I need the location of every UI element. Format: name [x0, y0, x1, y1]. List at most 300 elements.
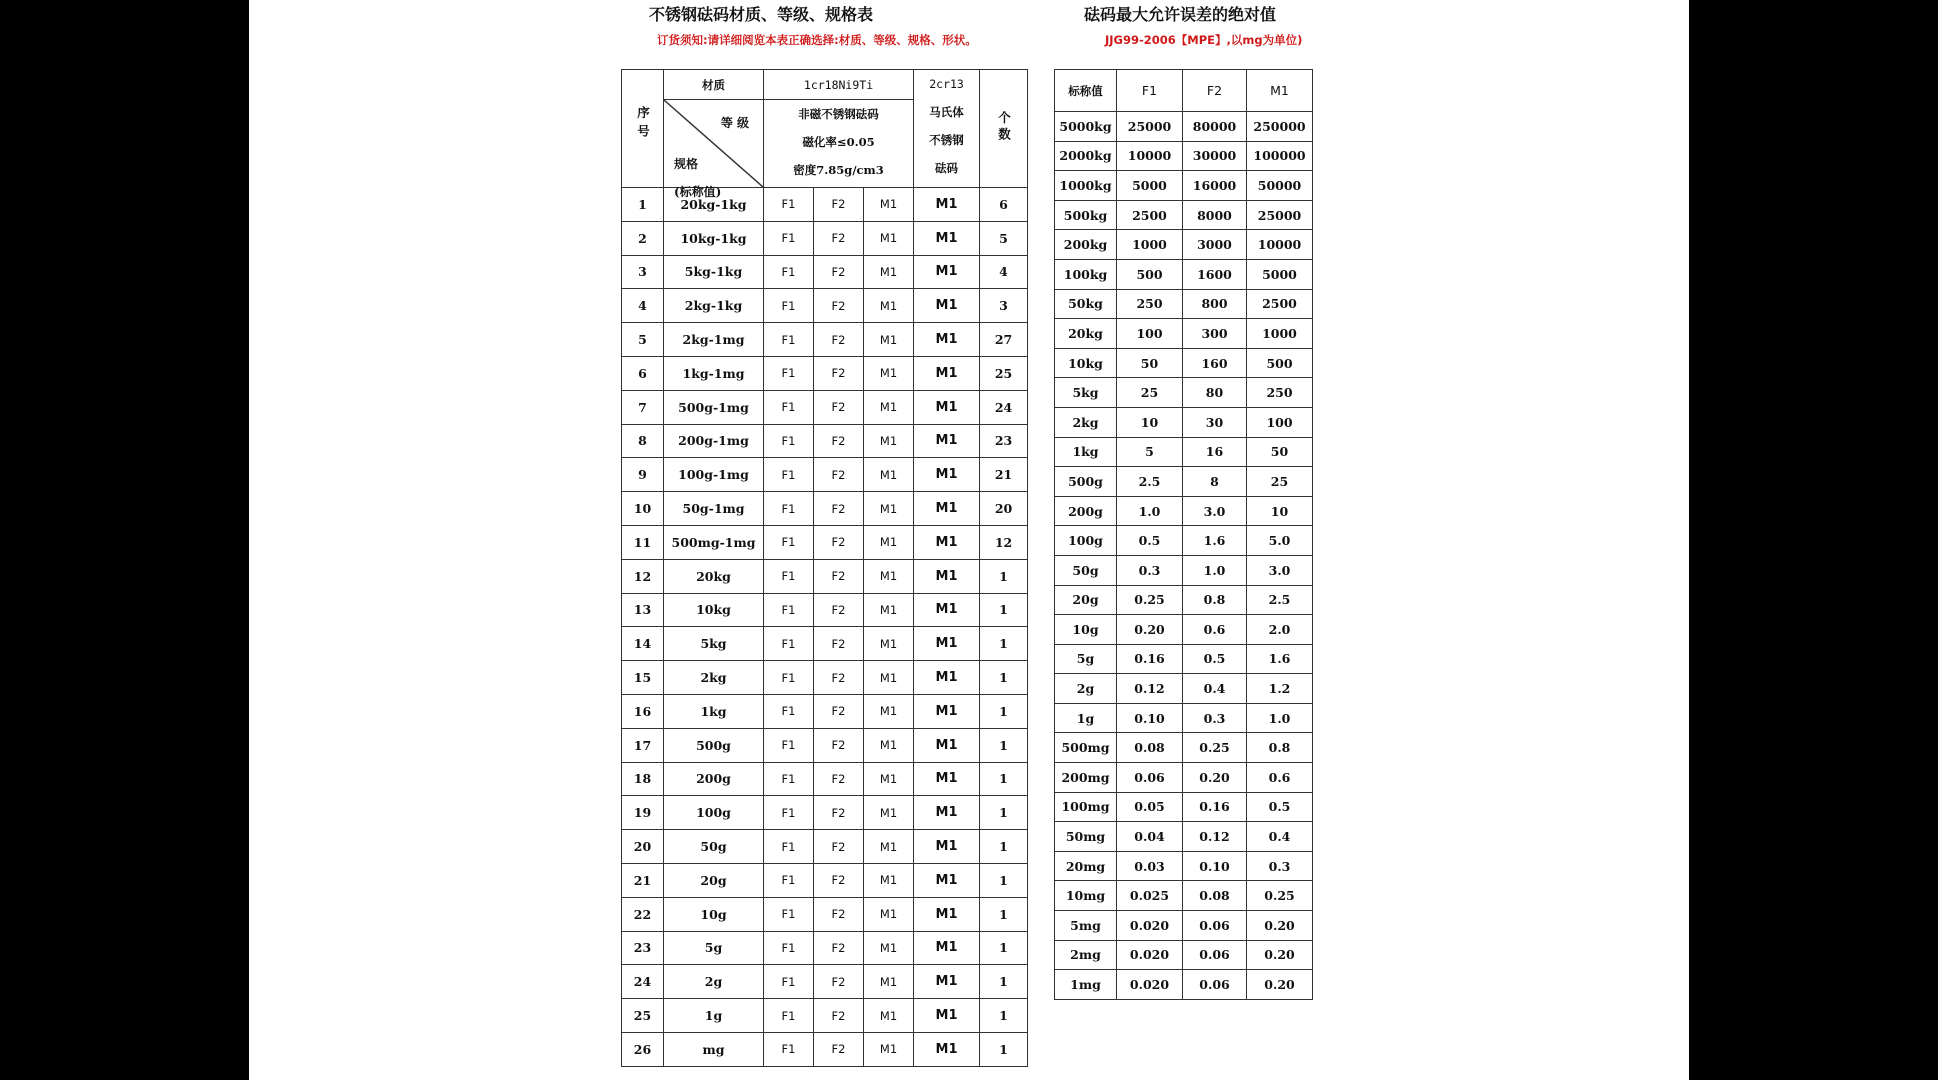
spec-row-spec: mg: [664, 1032, 764, 1066]
mpe-row: [1055, 230, 1313, 260]
spec-row-count: 12: [980, 525, 1028, 559]
spec-row-m1-martensitic: M1: [914, 999, 980, 1033]
mpe-row-f1: 0.020: [1117, 911, 1183, 941]
spec-row-count: 1: [980, 661, 1028, 695]
spec-row-f2: F2: [814, 694, 864, 728]
spec-row-f2: F2: [814, 221, 864, 255]
mpe-row-nominal: 1000kg: [1055, 171, 1117, 201]
spec-row-spec: 20kg-1kg: [664, 188, 764, 222]
spec-row-m1-martensitic: M1: [914, 390, 980, 424]
seq-label: 序号: [635, 105, 651, 143]
spec-row-count: 24: [980, 390, 1028, 424]
mpe-row-f2: 0.5: [1183, 644, 1247, 674]
spec-row-f1: F1: [764, 762, 814, 796]
mpe-row-m1: 50000: [1247, 171, 1313, 201]
spec-row-spec: 20kg: [664, 559, 764, 593]
spec-row-f2: F2: [814, 931, 864, 965]
spec-row: [622, 863, 1028, 897]
spec-row: [622, 830, 1028, 864]
steel2-header: [914, 70, 980, 188]
spec-row-count: 1: [980, 999, 1028, 1033]
spec-row-number: 24: [622, 965, 664, 999]
mpe-nominal-header: 标称值: [1055, 70, 1117, 112]
mpe-row-m1: 0.6: [1247, 763, 1313, 793]
count-header: [980, 70, 1028, 188]
spec-row-m1: M1: [864, 931, 914, 965]
spec-row-count: 3: [980, 289, 1028, 323]
mpe-row-f2: 8: [1183, 467, 1247, 497]
spec-row-m1-martensitic: M1: [914, 255, 980, 289]
spec-row-m1: M1: [864, 424, 914, 458]
spec-row-spec: 500g: [664, 728, 764, 762]
mpe-row-f2: 30: [1183, 407, 1247, 437]
spec-row-f2: F2: [814, 255, 864, 289]
spec-row-count: 6: [980, 188, 1028, 222]
spec-row-f1: F1: [764, 492, 814, 526]
spec-row-spec: 5kg-1kg: [664, 255, 764, 289]
mpe-row: [1055, 940, 1313, 970]
spec-row-number: 11: [622, 525, 664, 559]
mpe-row-f1: 500: [1117, 259, 1183, 289]
mpe-row-f2: 0.20: [1183, 763, 1247, 793]
spec-row-spec: 1kg: [664, 694, 764, 728]
spec-row-f2: F2: [814, 593, 864, 627]
mpe-row-nominal: 20mg: [1055, 851, 1117, 881]
spec-row-spec: 500g-1mg: [664, 390, 764, 424]
steel1-name: 1cr18Ni9Ti: [764, 70, 914, 100]
mpe-row-f2: 3.0: [1183, 496, 1247, 526]
mpe-row: [1055, 703, 1313, 733]
mpe-row-m1: 2.5: [1247, 585, 1313, 615]
mpe-row-f1: 2.5: [1117, 467, 1183, 497]
spec-row-number: 5: [622, 323, 664, 357]
mpe-row-f2: 80: [1183, 378, 1247, 408]
spec-row-f1: F1: [764, 289, 814, 323]
spec-row-f2: F2: [814, 661, 864, 695]
mpe-row: [1055, 289, 1313, 319]
mpe-row-f1: 1000: [1117, 230, 1183, 260]
mpe-row-m1: 5.0: [1247, 526, 1313, 556]
spec-row-count: 1: [980, 694, 1028, 728]
spec-row-spec: 1g: [664, 999, 764, 1033]
spec-row-count: 1: [980, 627, 1028, 661]
spec-row-number: 10: [622, 492, 664, 526]
standard-note: JJG99-2006【MPE】,以mg为单位): [1105, 33, 1303, 47]
spec-row-count: 21: [980, 458, 1028, 492]
spec-row-m1: M1: [864, 762, 914, 796]
mpe-row-nominal: 20kg: [1055, 319, 1117, 349]
spec-row-f1: F1: [764, 694, 814, 728]
mpe-row-f1: 0.5: [1117, 526, 1183, 556]
spec-row: [622, 762, 1028, 796]
mpe-row-f2: 16: [1183, 437, 1247, 467]
spec-row-spec: 200g-1mg: [664, 424, 764, 458]
spec-row-f2: F2: [814, 897, 864, 931]
mpe-row: [1055, 822, 1313, 852]
spec-row-m1: M1: [864, 255, 914, 289]
spec-row-count: 1: [980, 593, 1028, 627]
spec-table-body: [622, 188, 1028, 1067]
steel2-desc1: 马氏体: [929, 105, 964, 119]
nominal-label: (标称值): [674, 185, 722, 199]
mpe-row-m1: 5000: [1247, 259, 1313, 289]
mpe-row-f1: 0.020: [1117, 970, 1183, 1000]
mpe-row: [1055, 467, 1313, 497]
mpe-row-f1: 0.10: [1117, 703, 1183, 733]
spec-row: [622, 424, 1028, 458]
spec-row-f1: F1: [764, 458, 814, 492]
spec-row-f2: F2: [814, 627, 864, 661]
spec-row-m1-martensitic: M1: [914, 492, 980, 526]
spec-row-f1: F1: [764, 356, 814, 390]
spec-row-m1: M1: [864, 525, 914, 559]
spec-row-m1: M1: [864, 627, 914, 661]
mpe-row-m1: 0.5: [1247, 792, 1313, 822]
mpe-row-f1: 100: [1117, 319, 1183, 349]
mpe-row: [1055, 911, 1313, 941]
mpe-row-f1: 0.12: [1117, 674, 1183, 704]
mpe-row: [1055, 526, 1313, 556]
mpe-row-m1: 2.0: [1247, 615, 1313, 645]
spec-row-m1: M1: [864, 897, 914, 931]
mpe-row-f1: 1.0: [1117, 496, 1183, 526]
spec-row-m1-martensitic: M1: [914, 762, 980, 796]
spec-row: [622, 694, 1028, 728]
mpe-row-f2: 3000: [1183, 230, 1247, 260]
mpe-row: [1055, 615, 1313, 645]
mpe-row-nominal: 200kg: [1055, 230, 1117, 260]
steel2-desc3: 砝码: [935, 161, 959, 175]
spec-row-spec: 50g: [664, 830, 764, 864]
mpe-table-title: 砝码最大允许误差的绝对值: [1084, 5, 1277, 24]
mpe-row-f2: 300: [1183, 319, 1247, 349]
spec-table-title: 不锈钢砝码材质、等级、规格表: [649, 5, 874, 24]
mpe-row: [1055, 319, 1313, 349]
spec-row-m1: M1: [864, 289, 914, 323]
spec-row-count: 4: [980, 255, 1028, 289]
spec-row-f2: F2: [814, 863, 864, 897]
spec-row-m1-martensitic: M1: [914, 221, 980, 255]
spec-row-f2: F2: [814, 965, 864, 999]
mpe-row-f1: 0.20: [1117, 615, 1183, 645]
mpe-row-nominal: 5g: [1055, 644, 1117, 674]
steel2-desc2: 不锈钢: [929, 133, 964, 147]
steel2-name: 2cr13: [929, 77, 964, 91]
mpe-row-f1: 10: [1117, 407, 1183, 437]
mpe-row-nominal: 500mg: [1055, 733, 1117, 763]
spec-row-number: 7: [622, 390, 664, 424]
steel1-magnetism: 磁化率≤0.05: [802, 135, 875, 149]
mpe-row-f2: 0.16: [1183, 792, 1247, 822]
spec-row-m1: M1: [864, 1032, 914, 1066]
mpe-row-m1: 25000: [1247, 200, 1313, 230]
mpe-row-m1: 100000: [1247, 141, 1313, 171]
order-note: 订货须知:请详细阅览本表正确选择:材质、等级、规格、形状。: [657, 33, 977, 47]
spec-row-m1: M1: [864, 661, 914, 695]
spec-row-f1: F1: [764, 796, 814, 830]
spec-row-spec: 2kg-1mg: [664, 323, 764, 357]
mpe-row-f2: 0.08: [1183, 881, 1247, 911]
spec-label-group: [674, 150, 721, 206]
spec-row-m1-martensitic: M1: [914, 965, 980, 999]
mpe-row-f1: 5: [1117, 437, 1183, 467]
mpe-row-nominal: 1mg: [1055, 970, 1117, 1000]
spec-row-f1: F1: [764, 863, 814, 897]
mpe-f1-header: F1: [1117, 70, 1183, 112]
spec-row-f1: F1: [764, 323, 814, 357]
spec-row-number: 2: [622, 221, 664, 255]
spec-row: [622, 221, 1028, 255]
spec-row: [622, 999, 1028, 1033]
spec-row-f2: F2: [814, 356, 864, 390]
spec-row-count: 1: [980, 863, 1028, 897]
mpe-row-f2: 0.06: [1183, 940, 1247, 970]
spec-row: [622, 390, 1028, 424]
spec-row: [622, 289, 1028, 323]
mpe-row: [1055, 674, 1313, 704]
spec-row-f2: F2: [814, 323, 864, 357]
mpe-row-f1: 0.3: [1117, 555, 1183, 585]
mpe-row-f2: 30000: [1183, 141, 1247, 171]
mpe-row-m1: 10000: [1247, 230, 1313, 260]
spec-row-f2: F2: [814, 525, 864, 559]
spec-row-spec: 10kg-1kg: [664, 221, 764, 255]
spec-row-m1-martensitic: M1: [914, 593, 980, 627]
document-page: [249, 0, 1689, 1080]
mpe-row-m1: 0.25: [1247, 881, 1313, 911]
spec-row-m1-martensitic: M1: [914, 796, 980, 830]
spec-row-count: 1: [980, 728, 1028, 762]
spec-row: [622, 525, 1028, 559]
spec-row-m1-martensitic: M1: [914, 694, 980, 728]
spec-row-m1-martensitic: M1: [914, 897, 980, 931]
spec-row-m1-martensitic: M1: [914, 1032, 980, 1066]
spec-row-f1: F1: [764, 424, 814, 458]
mpe-row-f1: 0.04: [1117, 822, 1183, 852]
spec-row-m1-martensitic: M1: [914, 188, 980, 222]
mpe-row-f1: 5000: [1117, 171, 1183, 201]
spec-row-number: 15: [622, 661, 664, 695]
mpe-row-nominal: 50g: [1055, 555, 1117, 585]
spec-row-number: 14: [622, 627, 664, 661]
spec-row: [622, 897, 1028, 931]
mpe-row-m1: 3.0: [1247, 555, 1313, 585]
spec-row-f1: F1: [764, 965, 814, 999]
spec-row-number: 22: [622, 897, 664, 931]
mpe-row-m1: 2500: [1247, 289, 1313, 319]
spec-row-number: 1: [622, 188, 664, 222]
spec-row-spec: 1kg-1mg: [664, 356, 764, 390]
spec-row: [622, 627, 1028, 661]
mpe-row: [1055, 407, 1313, 437]
spec-row: [622, 796, 1028, 830]
mpe-row-f2: 1.6: [1183, 526, 1247, 556]
spec-row-number: 23: [622, 931, 664, 965]
spec-row-spec: 50g-1mg: [664, 492, 764, 526]
spec-row: [622, 593, 1028, 627]
spec-row-count: 1: [980, 762, 1028, 796]
mpe-m1-header: M1: [1247, 70, 1313, 112]
spec-row-f1: F1: [764, 931, 814, 965]
spec-row-spec: 2kg: [664, 661, 764, 695]
spec-row: [622, 965, 1028, 999]
spec-row-m1-martensitic: M1: [914, 323, 980, 357]
spec-row-number: 12: [622, 559, 664, 593]
spec-row-count: 20: [980, 492, 1028, 526]
spec-row-m1-martensitic: M1: [914, 627, 980, 661]
mpe-row-f1: 0.08: [1117, 733, 1183, 763]
seq-header: [622, 70, 664, 188]
spec-row-f1: F1: [764, 999, 814, 1033]
spec-row-f2: F2: [814, 289, 864, 323]
mpe-row-nominal: 200g: [1055, 496, 1117, 526]
spec-row-f1: F1: [764, 661, 814, 695]
spec-row-m1: M1: [864, 188, 914, 222]
spec-row-number: 25: [622, 999, 664, 1033]
mpe-row-f2: 0.4: [1183, 674, 1247, 704]
steel1-density: 密度7.85g/cm3: [793, 163, 884, 177]
spec-row-f2: F2: [814, 728, 864, 762]
mpe-row-nominal: 500g: [1055, 467, 1117, 497]
spec-row-f2: F2: [814, 390, 864, 424]
mpe-row-m1: 0.20: [1247, 970, 1313, 1000]
spec-row-f2: F2: [814, 492, 864, 526]
spec-row: [622, 356, 1028, 390]
spec-row-count: 5: [980, 221, 1028, 255]
spec-row-number: 6: [622, 356, 664, 390]
spec-row-m1: M1: [864, 390, 914, 424]
spec-row-f2: F2: [814, 559, 864, 593]
mpe-row-nominal: 2mg: [1055, 940, 1117, 970]
mpe-row-f1: 250: [1117, 289, 1183, 319]
spec-row-spec: 5kg: [664, 627, 764, 661]
spec-row-spec: 20g: [664, 863, 764, 897]
spec-row-f2: F2: [814, 188, 864, 222]
mpe-row-m1: 0.20: [1247, 911, 1313, 941]
mpe-row: [1055, 763, 1313, 793]
mpe-row-f1: 0.025: [1117, 881, 1183, 911]
mpe-row-f1: 0.03: [1117, 851, 1183, 881]
spec-row-f2: F2: [814, 999, 864, 1033]
mpe-row-f2: 16000: [1183, 171, 1247, 201]
mpe-table: [1054, 69, 1313, 1000]
mpe-row-m1: 0.4: [1247, 822, 1313, 852]
spec-row-count: 23: [980, 424, 1028, 458]
mpe-row-f2: 160: [1183, 348, 1247, 378]
spec-row-number: 19: [622, 796, 664, 830]
spec-row-count: 1: [980, 897, 1028, 931]
mpe-row-nominal: 100mg: [1055, 792, 1117, 822]
mpe-row-f1: 25: [1117, 378, 1183, 408]
spec-table: [621, 69, 1028, 1067]
mpe-row: [1055, 970, 1313, 1000]
spec-row-f2: F2: [814, 424, 864, 458]
spec-row-m1-martensitic: M1: [914, 559, 980, 593]
spec-row-f1: F1: [764, 559, 814, 593]
spec-row-count: 1: [980, 1032, 1028, 1066]
mpe-row-f1: 0.25: [1117, 585, 1183, 615]
mpe-row-f1: 25000: [1117, 112, 1183, 142]
spec-row-m1-martensitic: M1: [914, 289, 980, 323]
spec-row-m1: M1: [864, 965, 914, 999]
spec-row-m1: M1: [864, 356, 914, 390]
mpe-row-f2: 0.10: [1183, 851, 1247, 881]
spec-row-m1-martensitic: M1: [914, 661, 980, 695]
spec-row-m1: M1: [864, 863, 914, 897]
spec-row-m1: M1: [864, 999, 914, 1033]
mpe-row: [1055, 555, 1313, 585]
mpe-row-f1: 0.020: [1117, 940, 1183, 970]
mpe-row: [1055, 348, 1313, 378]
mpe-row: [1055, 141, 1313, 171]
mpe-row-f2: 0.8: [1183, 585, 1247, 615]
mpe-f2-header: F2: [1183, 70, 1247, 112]
mpe-row-nominal: 200mg: [1055, 763, 1117, 793]
mpe-row-nominal: 2000kg: [1055, 141, 1117, 171]
mpe-row-f2: 80000: [1183, 112, 1247, 142]
spec-row-count: 1: [980, 931, 1028, 965]
mpe-row-m1: 10: [1247, 496, 1313, 526]
material-header: 材质: [664, 70, 764, 100]
mpe-row-m1: 500: [1247, 348, 1313, 378]
mpe-row-f2: 0.25: [1183, 733, 1247, 763]
spec-row-spec: 10g: [664, 897, 764, 931]
spec-row-f1: F1: [764, 188, 814, 222]
mpe-row: [1055, 437, 1313, 467]
mpe-row-nominal: 10mg: [1055, 881, 1117, 911]
mpe-row-m1: 1.0: [1247, 703, 1313, 733]
steel1-desc: [764, 100, 914, 188]
spec-row-number: 18: [622, 762, 664, 796]
spec-row: [622, 323, 1028, 357]
spec-row-f2: F2: [814, 796, 864, 830]
mpe-row-m1: 1.6: [1247, 644, 1313, 674]
mpe-table-body: [1055, 112, 1313, 1000]
spec-row-count: 1: [980, 830, 1028, 864]
spec-row-count: 25: [980, 356, 1028, 390]
spec-row-spec: 100g-1mg: [664, 458, 764, 492]
spec-row-m1: M1: [864, 221, 914, 255]
grade-label: 等 级: [720, 116, 749, 130]
mpe-row: [1055, 496, 1313, 526]
spec-row-m1-martensitic: M1: [914, 830, 980, 864]
spec-row-spec: 2g: [664, 965, 764, 999]
spec-row-f1: F1: [764, 525, 814, 559]
spec-row-count: 1: [980, 796, 1028, 830]
mpe-header-row: [1055, 70, 1313, 112]
mpe-row-f2: 0.12: [1183, 822, 1247, 852]
mpe-row-m1: 0.8: [1247, 733, 1313, 763]
spec-row-count: 1: [980, 965, 1028, 999]
spec-row-spec: 10kg: [664, 593, 764, 627]
mpe-row-m1: 0.20: [1247, 940, 1313, 970]
spec-row-f1: F1: [764, 897, 814, 931]
spec-row-m1: M1: [864, 559, 914, 593]
spec-row-f1: F1: [764, 221, 814, 255]
mpe-row: [1055, 112, 1313, 142]
mpe-row-f2: 1.0: [1183, 555, 1247, 585]
spec-row-spec: 2kg-1kg: [664, 289, 764, 323]
mpe-row-f1: 0.06: [1117, 763, 1183, 793]
spec-row-m1: M1: [864, 728, 914, 762]
spec-row-m1: M1: [864, 593, 914, 627]
spec-row-m1-martensitic: M1: [914, 728, 980, 762]
mpe-row: [1055, 259, 1313, 289]
mpe-row-f2: 0.06: [1183, 970, 1247, 1000]
spec-row-m1-martensitic: M1: [914, 525, 980, 559]
mpe-row-nominal: 1kg: [1055, 437, 1117, 467]
spec-row-number: 3: [622, 255, 664, 289]
